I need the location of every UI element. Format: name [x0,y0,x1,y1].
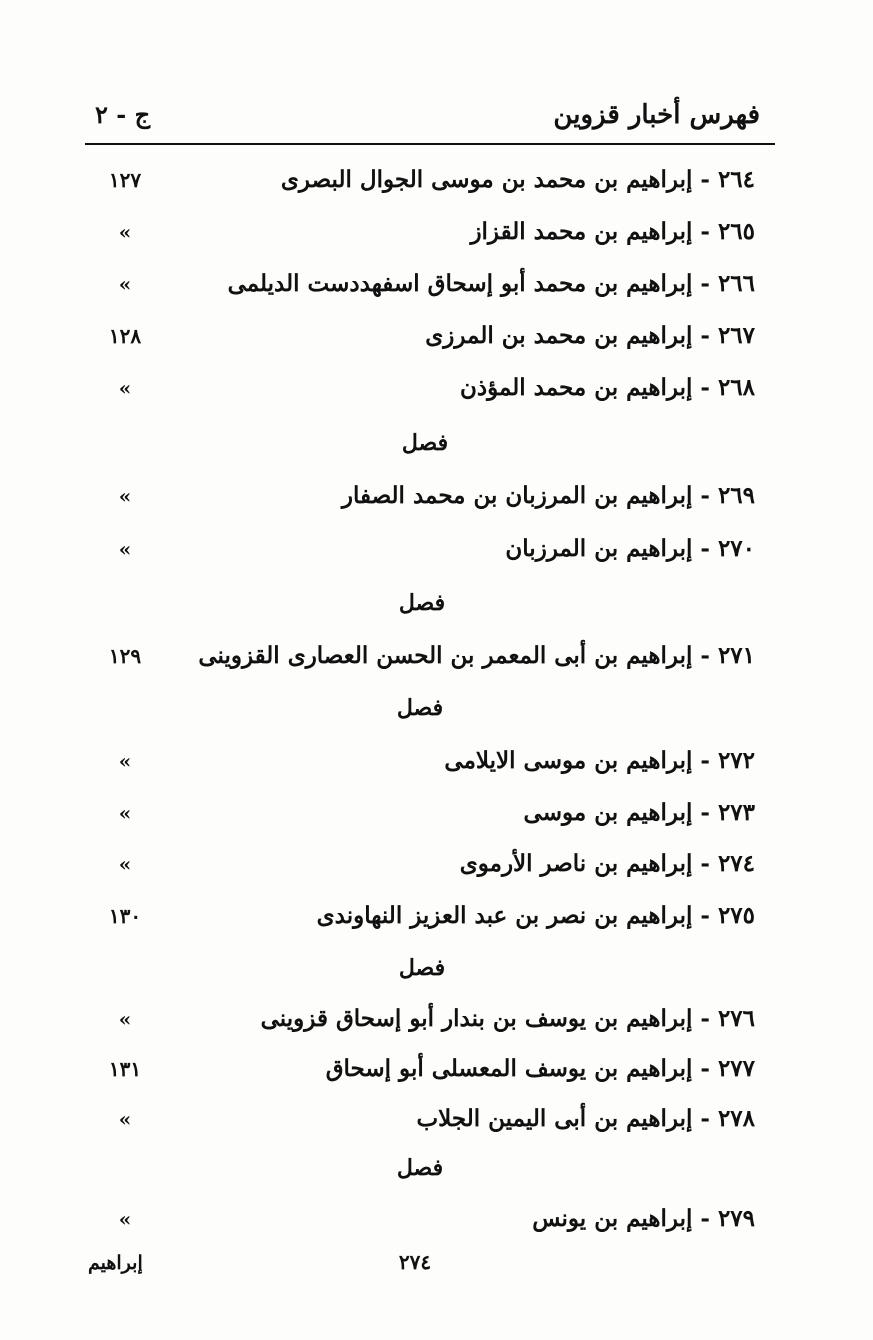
index-entry [85,322,775,362]
entry-page: » [118,1107,132,1131]
entry-text: ٢٧٧ - إبراهيم بن يوسف المعسلى أبو إسحاق [325,1055,755,1082]
header-volume: ج - ٢ [95,100,151,129]
entry-text: ٢٧٤ - إبراهيم بن ناصر الأرموى [459,850,755,877]
index-entry [85,902,775,942]
entry-text: ٢٦٤ - إبراهيم بن محمد بن موسى الجوال البصرى [280,166,755,193]
index-entry [85,1055,775,1095]
index-entry [85,270,775,310]
index-entry [85,374,775,414]
section-heading: فصل [398,590,446,616]
entry-page: » [118,749,132,773]
entry-text: ٢٧٨ - إبراهيم بن أبى اليمين الجلاب [416,1105,755,1132]
entry-page: » [118,220,132,244]
entry-text: ٢٦٦ - إبراهيم بن محمد أبو إسحاق اسفهددست الديلمى [227,270,755,297]
entry-text: ٢٧٢ - إبراهيم بن موسى الايلامى [444,747,755,774]
index-entry [85,1105,775,1145]
entry-page: ١٣٠ [108,904,142,928]
entry-text: ٢٧٦ - إبراهيم بن يوسف بن بندار أبو إسحاق قزوينى [260,1005,755,1032]
index-entry [85,166,775,206]
entry-text: ٢٧٥ - إبراهيم بن نصر بن عبد العزيز النهاوندى [316,902,755,929]
entry-page: » [118,484,132,508]
section-heading: فصل [396,1155,444,1181]
entry-page: ١٢٩ [108,644,142,668]
index-entry [85,850,775,890]
index-entry [85,535,775,575]
entry-text: ٢٧٣ - إبراهيم بن موسى [523,799,755,826]
entry-page: » [118,1007,132,1031]
entry-page: » [118,1207,132,1231]
entry-page: » [118,801,132,825]
index-entry [85,1005,775,1045]
entry-page: ١٣١ [108,1057,142,1081]
entry-text: ٢٦٩ - إبراهيم بن المرزبان بن محمد الصفار [341,482,755,509]
entry-page: » [118,376,132,400]
entry-page: ١٢٧ [108,168,142,192]
index-entry [85,482,775,522]
entry-text: ٢٦٨ - إبراهيم بن محمد المؤذن [459,374,755,401]
running-header [85,100,775,140]
section-heading: فصل [401,430,449,456]
index-entry [85,747,775,787]
header-title: فهرس أخبار قزوين [553,100,760,130]
entry-text: ٢٧٩ - إبراهيم بن يونس [532,1205,755,1232]
page-number: ٢٧٤ [398,1250,432,1274]
entry-text: ٢٧٠ - إبراهيم بن المرزبان [505,535,755,562]
index-entry [85,1205,775,1245]
index-entry [85,799,775,839]
entry-text: ٢٧١ - إبراهيم بن أبى المعمر بن الحسن العصارى القزوينى [198,642,755,669]
index-entry [85,218,775,258]
entry-text: ٢٦٥ - إبراهيم بن محمد القزاز [470,218,755,245]
entry-text: ٢٦٧ - إبراهيم بن محمد بن المرزى [425,322,755,349]
section-heading: فصل [396,695,444,721]
entry-page: ١٢٨ [108,324,142,348]
index-entry [85,642,775,682]
section-heading: فصل [398,955,446,981]
catchword: إبراهيم [88,1252,143,1274]
entry-page: » [118,272,132,296]
header-rule [85,143,775,145]
entry-page: » [118,852,132,876]
entry-page: » [118,537,132,561]
